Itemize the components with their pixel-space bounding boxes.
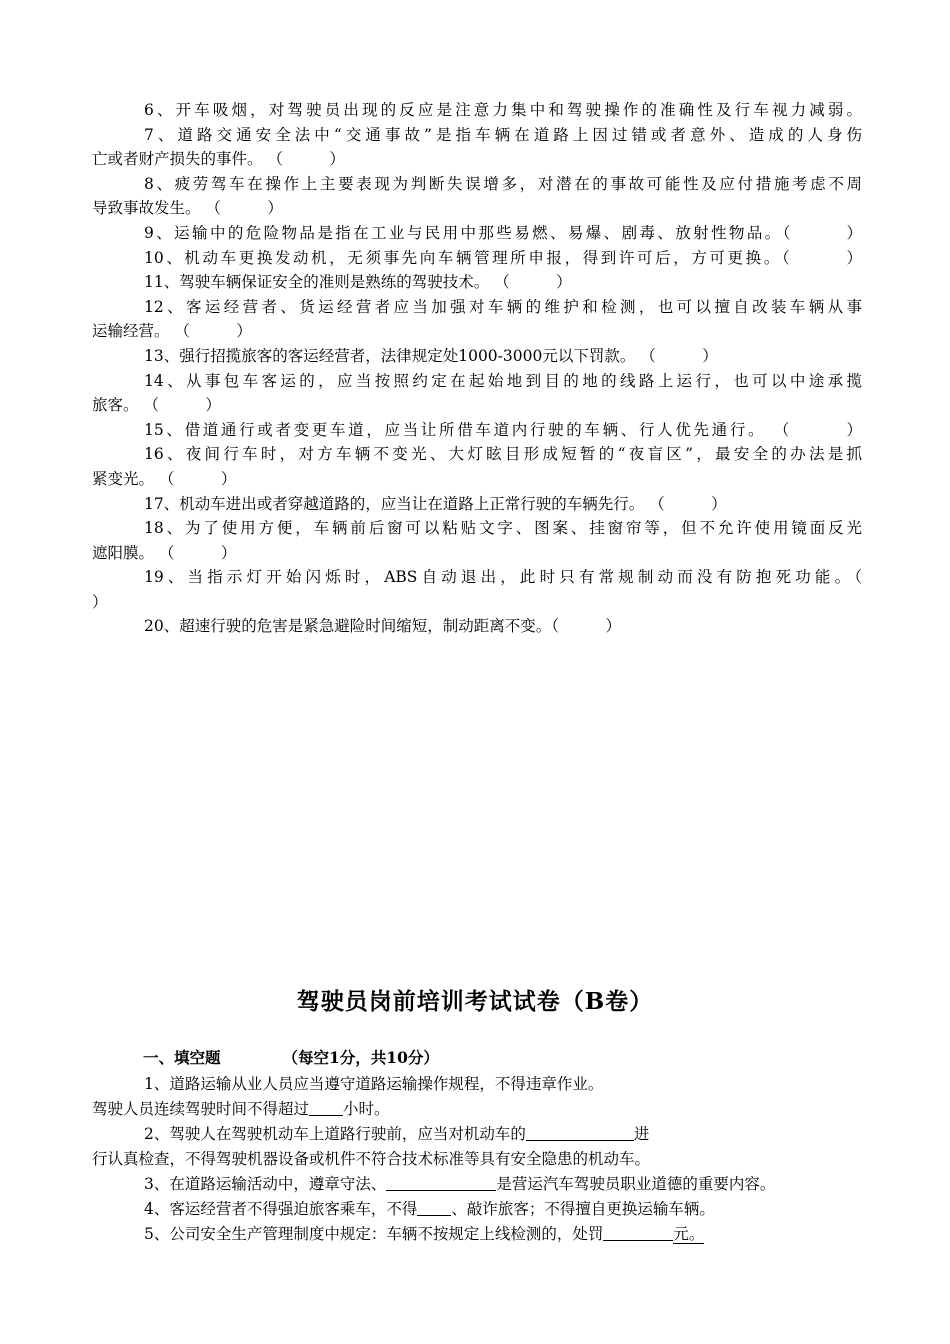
judgement-line: 紧变光。 （ ）: [92, 469, 237, 488]
judgement-line: 导致事故发生。 （ ）: [92, 199, 283, 218]
fill-question-5-tail: 元。: [673, 1225, 705, 1243]
fill-question-1-cont: [92, 1097, 882, 1122]
fill-question-3-tail: 是营运汽车驾驶员职业道德的重要内容。: [496, 1175, 776, 1193]
judgement-line: 14、从事包车客运的，应当按照约定在起始地到目的地的线路上运行，也可以中途承揽: [144, 371, 862, 390]
answer-blank-1[interactable]: [309, 1099, 343, 1116]
answer-blank-4[interactable]: [417, 1199, 451, 1216]
judgement-line: 亡或者财产损失的事件。 （ ）: [92, 150, 345, 169]
judgement-line: 8、疲劳驾车在操作上主要表现为判断失误增多，对潜在的事故可能性及应付措施考虑不周: [144, 174, 862, 193]
judgement-line: 15、借道通行或者变更车道，应当让所借车道内行驶的车辆、行人优先通行。 （ ）: [144, 420, 862, 439]
fill-question-3: [92, 1172, 882, 1197]
fill-question-4-tail: 、敲诈旅客；不得擅自更换运输车辆。: [451, 1200, 715, 1218]
judgement-line: 9、运输中的危险物品是指在工业与民用中那些易燃、易爆、剧毒、放射性物品。（ ）: [144, 223, 862, 242]
fill-question-5: [92, 1222, 882, 1247]
fill-question-4-text: 4、客运经营者不得强迫旅客乘车，不得: [144, 1200, 418, 1218]
fill-question-2-tail: 进: [633, 1125, 650, 1143]
judgement-line: 11、驾驶车辆保证安全的准则是熟练的驾驶技术。 （ ）: [144, 273, 572, 292]
answer-blank-5[interactable]: [603, 1224, 673, 1241]
fill-question-1-tail: 小时。: [343, 1100, 390, 1118]
judgement-line: ）: [92, 592, 108, 611]
judgement-line: 18、为了使用方便，车辆前后窗可以粘贴文字、图案、挂窗帘等，但不允许使用镜面反光: [144, 519, 862, 538]
judgement-line: 13、强行招揽旅客的客运经营者，法律规定处1000-3000元以下罚款。 （ ）: [144, 346, 718, 365]
judgement-line: 6、开车吸烟，对驾驶员出现的反应是注意力集中和驾驶操作的准确性及行车视力减弱。: [144, 101, 862, 119]
fill-question-1-text: 1、道路运输从业人员应当遵守道路运输操作规程，不得违章作业。: [144, 1075, 604, 1093]
fill-question-1-cont-text: 驾驶人员连续驾驶时间不得超过: [92, 1100, 310, 1118]
judgement-line: 20、超速行驶的危害是紧急避险时间缩短，制动距离不变。（ ）: [144, 617, 621, 636]
section-points: （每空1分，共10分）: [282, 1048, 439, 1067]
fill-question-2-cont-text: 行认真检查，不得驾驶机器设备或机件不符合技术标准等具有安全隐患的机动车。: [92, 1150, 651, 1168]
judgement-line: 19、当指示灯开始闪烁时，ABS自动退出，此时只有常规制动而没有防抱死功能。（: [144, 568, 862, 587]
fill-question-2: [92, 1122, 882, 1147]
section-heading: [143, 1046, 439, 1068]
fill-blank-questions: [92, 1072, 882, 1247]
answer-blank-2[interactable]: [526, 1124, 634, 1141]
section-label: 一、填空题: [143, 1048, 221, 1067]
judgement-line: 旅客。 （ ）: [92, 396, 221, 415]
fill-question-2-cont: [92, 1147, 882, 1172]
judgement-line: 7、道路交通安全法中“交通事故”是指车辆在道路上因过错或者意外、造成的人身伤: [144, 125, 862, 144]
fill-question-5-text: 5、公司安全生产管理制度中规定：车辆不按规定上线检测的，处罚: [144, 1225, 604, 1243]
fill-question-1: [92, 1072, 882, 1097]
judgement-line: 10、机动车更换发动机，无须事先向车辆管理所申报，得到许可后，方可更换。（ ）: [144, 248, 862, 267]
answer-blank-3[interactable]: [386, 1174, 496, 1191]
exam-title: 驾驶员岗前培训考试试卷（B卷）: [296, 988, 654, 1015]
judgement-line: 17、机动车进出或者穿越道路的，应当让在道路上正常行驶的车辆先行。 （ ）: [144, 494, 727, 513]
fill-question-2-text: 2、驾驶人在驾驶机动车上道路行驶前，应当对机动车的: [144, 1125, 526, 1143]
judgement-line: 遮阳膜。 （ ）: [92, 543, 237, 562]
fill-question-4: [92, 1197, 882, 1222]
judgement-line: 16、夜间行车时，对方车辆不变光、大灯眩目形成短暂的“夜盲区”，最安全的办法是抓: [144, 445, 862, 464]
fill-question-3-text: 3、在道路运输活动中，遵章守法、: [144, 1175, 387, 1193]
judgement-line: 12、客运经营者、货运经营者应当加强对车辆的维护和检测，也可以擅自改装车辆从事: [144, 297, 862, 316]
judgement-line: 运输经营。 （ ）: [92, 322, 252, 341]
judgement-questions: [92, 98, 862, 639]
